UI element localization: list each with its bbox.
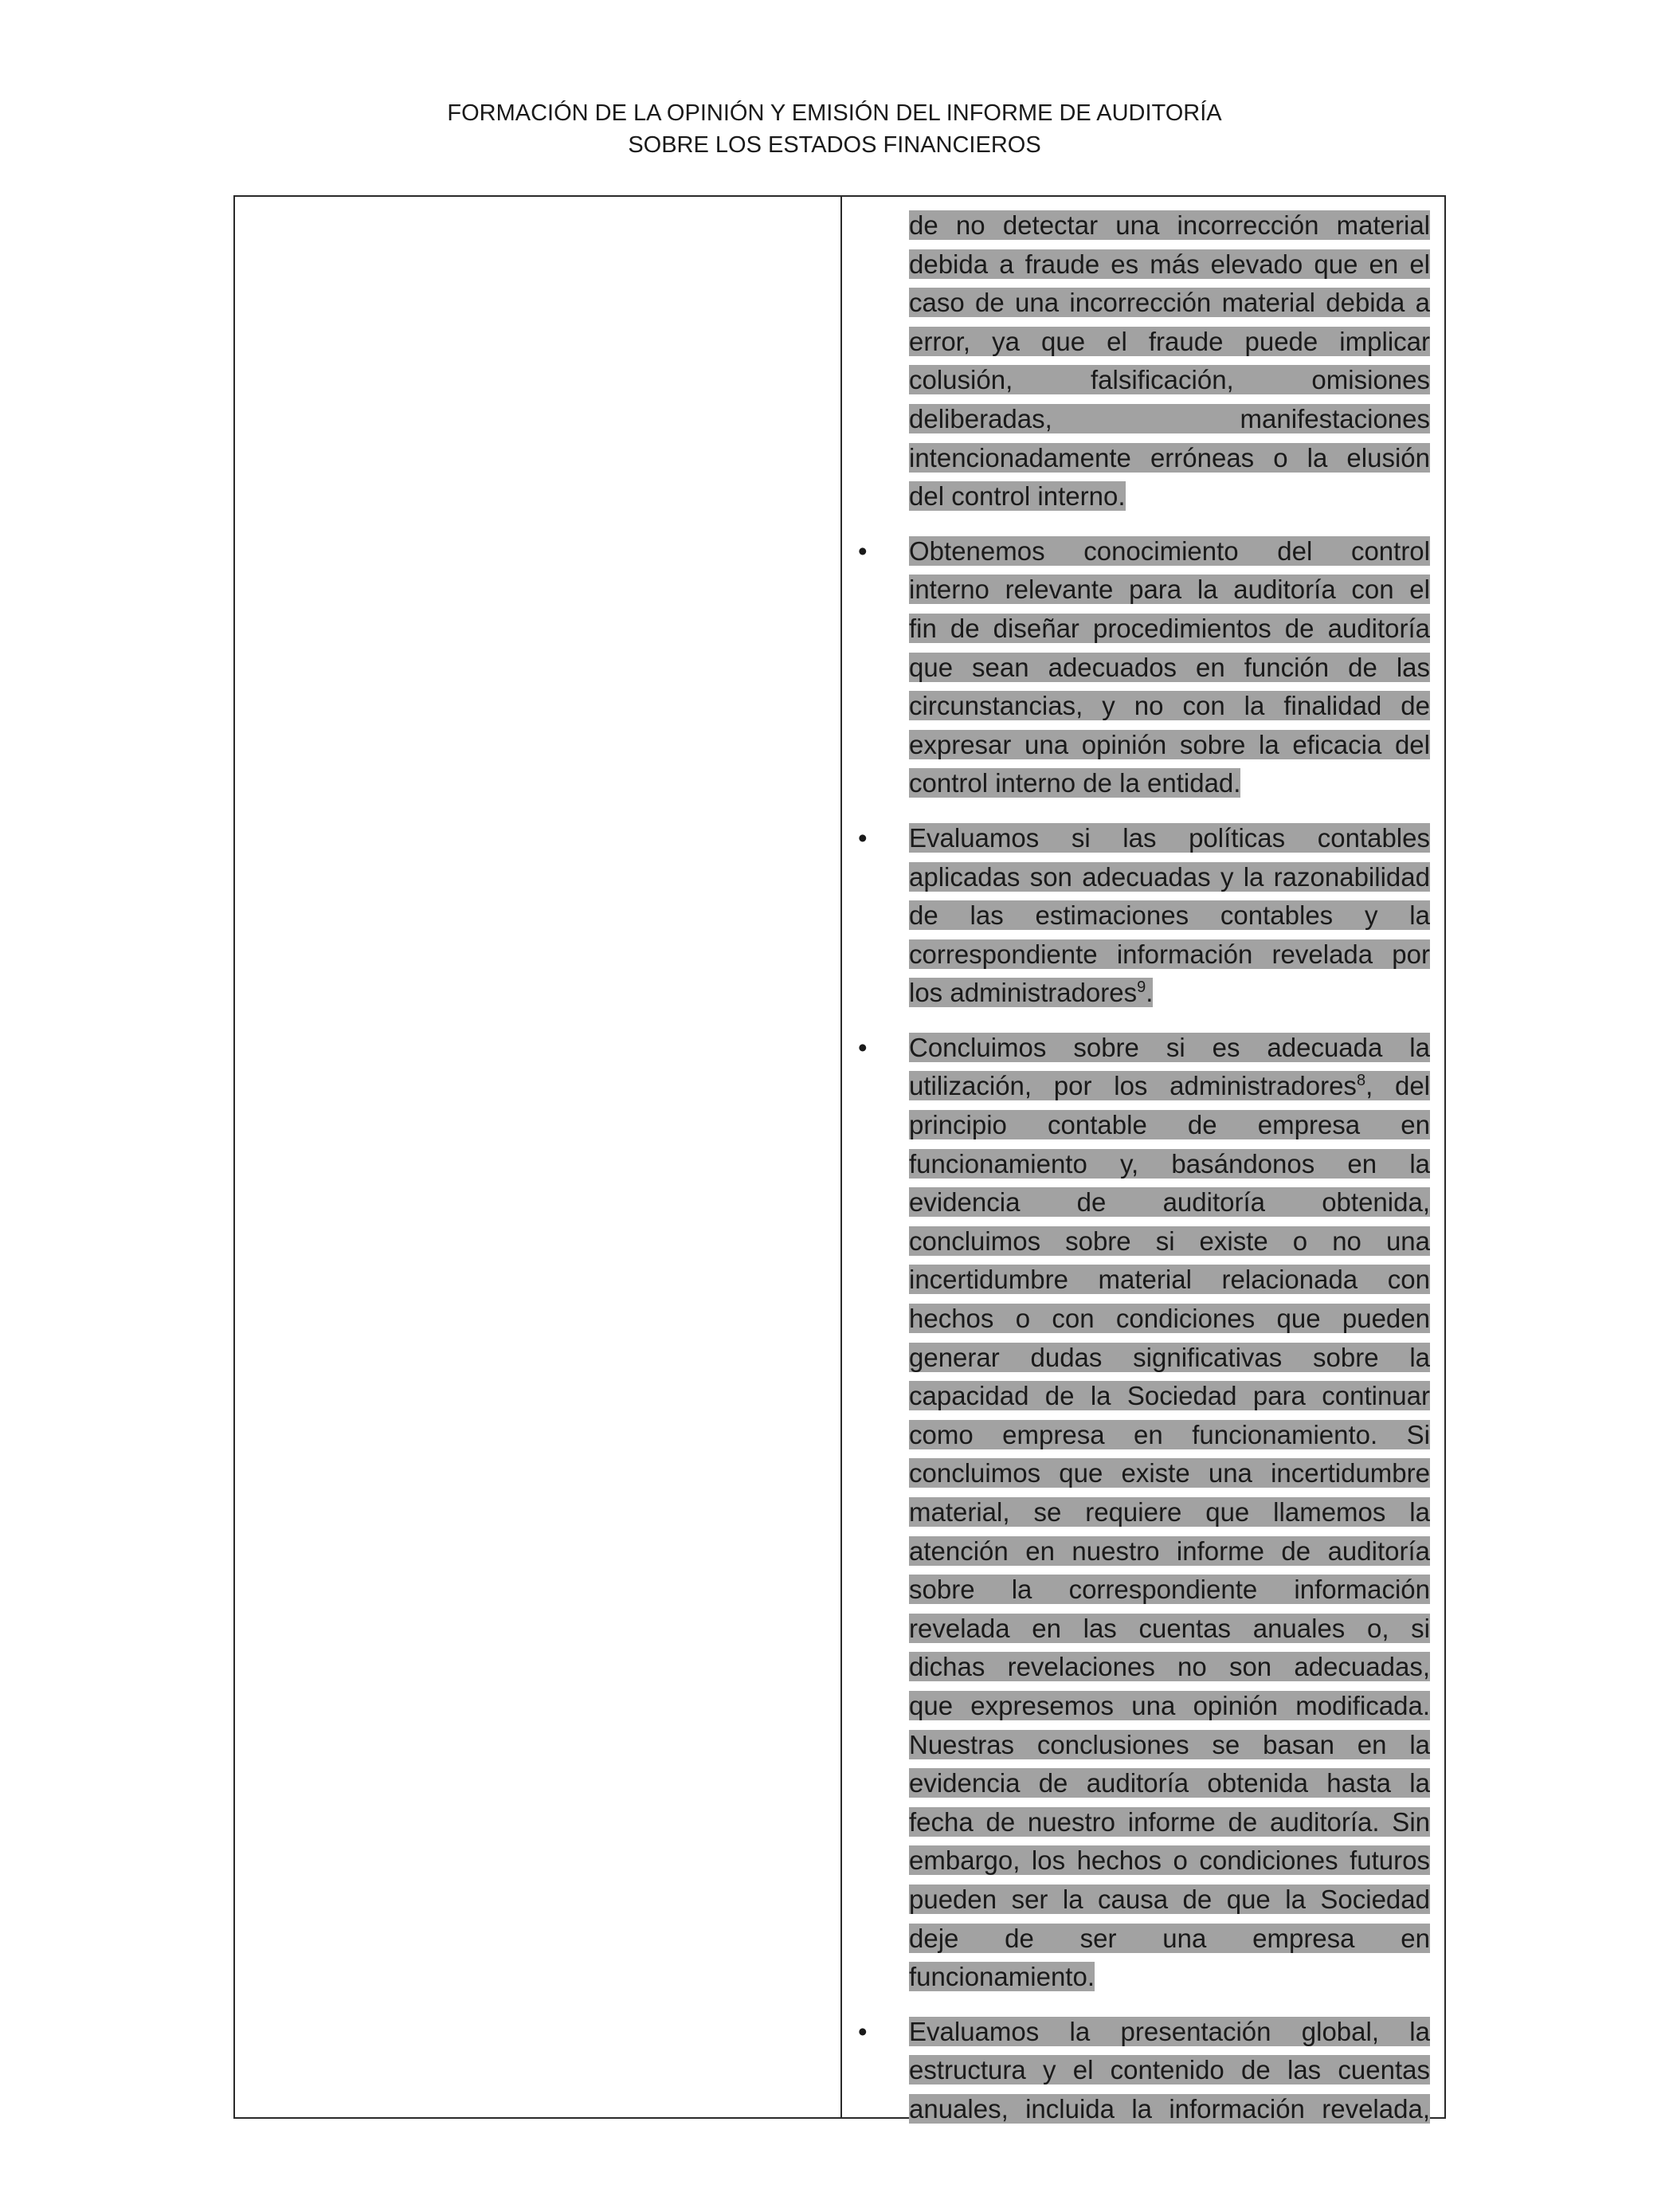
text-line: funcionamiento y, basándonos en la: [909, 1148, 1430, 1179]
text-line: Concluimos sobre si es adecuada la: [909, 1032, 1430, 1062]
text-fragment: , del: [1365, 1071, 1431, 1101]
text-line: pueden ser la causa de que la Sociedad: [909, 1884, 1430, 1914]
text-line: Evaluamos si las políticas contables: [909, 822, 1430, 853]
footnote-reference: 8: [1356, 1072, 1366, 1090]
text-line: intencionadamente erróneas o la elusión: [909, 442, 1430, 473]
bullet-item-going-concern: [858, 1029, 1430, 1997]
text-line: material, se requiere que llamemos la: [909, 1497, 1430, 1527]
header-title-line2: SOBRE LOS ESTADOS FINANCIEROS: [628, 132, 1041, 158]
bullet-icon: •: [858, 1032, 868, 1062]
text-fragment: utilización, por los administradores: [909, 1071, 1357, 1101]
text-line: interno relevante para la auditoría con el: [909, 575, 1430, 605]
text-line: expresar una opinión sobre la eficacia del: [909, 729, 1430, 759]
text-line: capacidad de la Sociedad para continuar: [909, 1381, 1430, 1411]
text-line: correspondiente información revelada por: [909, 939, 1430, 969]
text-line: principio contable de empresa en: [909, 1110, 1430, 1140]
text-line: deje de ser una empresa en: [909, 1923, 1430, 1953]
bullet-item-internal-control: [858, 532, 1430, 803]
text-line: del control interno.: [909, 481, 1126, 512]
text-line: colusión, falsificación, omisiones: [909, 365, 1430, 395]
text-line: evidencia de auditoría obtenida hasta la: [909, 1768, 1430, 1798]
text-line: concluimos que existe una incertidumbre: [909, 1458, 1430, 1488]
page-header: [0, 97, 1669, 161]
text-line: control interno de la entidad.: [909, 768, 1241, 798]
text-line: fin de diseñar procedimientos de auditoría: [909, 613, 1430, 643]
text-line: de las estimaciones contables y la: [909, 900, 1430, 931]
text-line: concluimos sobre si existe o no una: [909, 1226, 1430, 1256]
text-line: generar dudas significativas sobre la: [909, 1342, 1430, 1372]
bullet-item-overall-presentation: [858, 2013, 1430, 2129]
text-line: atención en nuestro informe de auditoría: [909, 1535, 1430, 1566]
text-line: que sean adecuados en función de las: [909, 652, 1430, 682]
text-line: aplicadas son adecuadas y la razonabilidad: [909, 861, 1430, 892]
text-line: funcionamiento.: [909, 1962, 1095, 1992]
text-line: sobre la correspondiente información: [909, 1575, 1430, 1605]
text-line: los administradores$^9$.: [909, 978, 1154, 1008]
text-line: Nuestras conclusiones se basan en la: [909, 1729, 1430, 1759]
right-column: [858, 206, 1430, 2129]
text-line: [909, 1071, 1430, 1100]
bullet-icon: •: [858, 2016, 868, 2046]
text-line: caso de una incorrección material debida a: [909, 288, 1430, 318]
text-line: como empresa en funcionamiento. Si: [909, 1419, 1430, 1449]
text-line: revelada en las cuentas anuales o, si: [909, 1613, 1430, 1643]
text-line: dichas revelaciones no son adecuadas,: [909, 1652, 1430, 1682]
text-line: debida a fraude es más elevado que en el: [909, 249, 1430, 279]
text-line: que expresemos una opinión modificada.: [909, 1690, 1430, 1720]
text-line: evidencia de auditoría obtenida,: [909, 1187, 1430, 1218]
text-line: de no detectar una incorrección material: [909, 210, 1430, 240]
text-line: fecha de nuestro informe de auditoría. Sin: [909, 1806, 1430, 1837]
text-line: deliberadas, manifestaciones: [909, 403, 1430, 433]
header-title-line1: FORMACIÓN DE LA OPINIÓN Y EMISIÓN DEL INFORME DE AUDITORÍA: [447, 100, 1222, 126]
text-line: error, ya que el fraude puede implicar: [909, 326, 1430, 356]
text-line: embargo, los hechos o condiciones futuros: [909, 1845, 1430, 1876]
bullet-icon: •: [858, 822, 868, 853]
bullet-icon: •: [858, 535, 868, 566]
text-line: hechos o con condiciones que pueden: [909, 1304, 1430, 1334]
text-line: incertidumbre material relacionada con: [909, 1265, 1430, 1295]
text-line: Obtenemos conocimiento del control: [909, 535, 1430, 566]
text-line: Evaluamos la presentación global, la: [909, 2016, 1430, 2046]
text-line: circunstancias, y no con la finalidad de: [909, 691, 1430, 721]
bullet-item-accounting-policies: [858, 819, 1430, 1013]
sentence-end: .: [1146, 978, 1154, 1008]
continuation-paragraph: [858, 206, 1430, 516]
column-divider: [840, 197, 842, 2117]
text-line: estructura y el contenido de las cuentas: [909, 2055, 1430, 2085]
text-line: anuales, incluida la información revelada,: [909, 2093, 1430, 2124]
report-table: [233, 195, 1446, 2124]
footnote-reference: 9: [1137, 979, 1146, 997]
